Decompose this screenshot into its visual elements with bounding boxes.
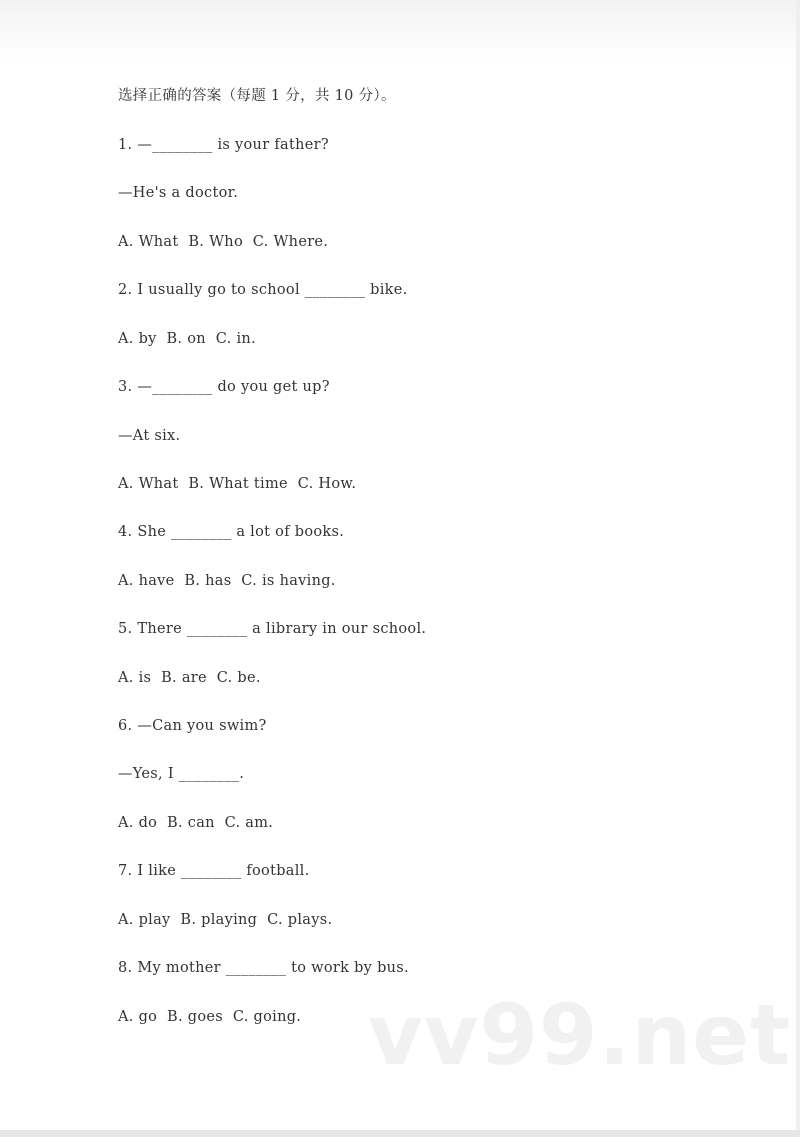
question-3-stem: 3. —________ do you get up?: [118, 379, 330, 395]
question-1-options: A. What B. Who C. Where.: [118, 234, 329, 250]
page-right-edge: [796, 0, 800, 1137]
instruction-heading: 选择正确的答案（每题 1 分，共 10 分）。: [118, 88, 396, 104]
question-2-stem: 2. I usually go to school ________ bike.: [118, 282, 408, 298]
question-7-stem: 7. I like ________ football.: [118, 863, 310, 879]
question-8-options: A. go B. goes C. going.: [118, 1009, 302, 1025]
question-6-options: A. do B. can C. am.: [118, 815, 274, 831]
question-5-options: A. is B. are C. be.: [118, 670, 261, 686]
question-3-answer: —At six.: [118, 428, 181, 444]
question-7-options: A. play B. playing C. plays.: [118, 912, 333, 928]
page-top-shadow: [0, 0, 800, 60]
question-6-stem: 6. —Can you swim?: [118, 718, 267, 734]
question-2-options: A. by B. on C. in.: [118, 331, 256, 347]
question-1-stem: 1. —________ is your father?: [118, 137, 329, 153]
site-watermark: vv99.net: [368, 986, 792, 1084]
question-8-stem: 8. My mother ________ to work by bus.: [118, 960, 409, 976]
question-1-answer: —He's a doctor.: [118, 185, 239, 201]
question-4-options: A. have B. has C. is having.: [118, 573, 336, 589]
question-6-answer: —Yes, I ________.: [118, 766, 245, 782]
question-5-stem: 5. There ________ a library in our school.: [118, 621, 427, 637]
question-3-options: A. What B. What time C. How.: [118, 476, 357, 492]
page-bottom-edge: [0, 1130, 800, 1137]
question-4-stem: 4. She ________ a lot of books.: [118, 524, 345, 540]
